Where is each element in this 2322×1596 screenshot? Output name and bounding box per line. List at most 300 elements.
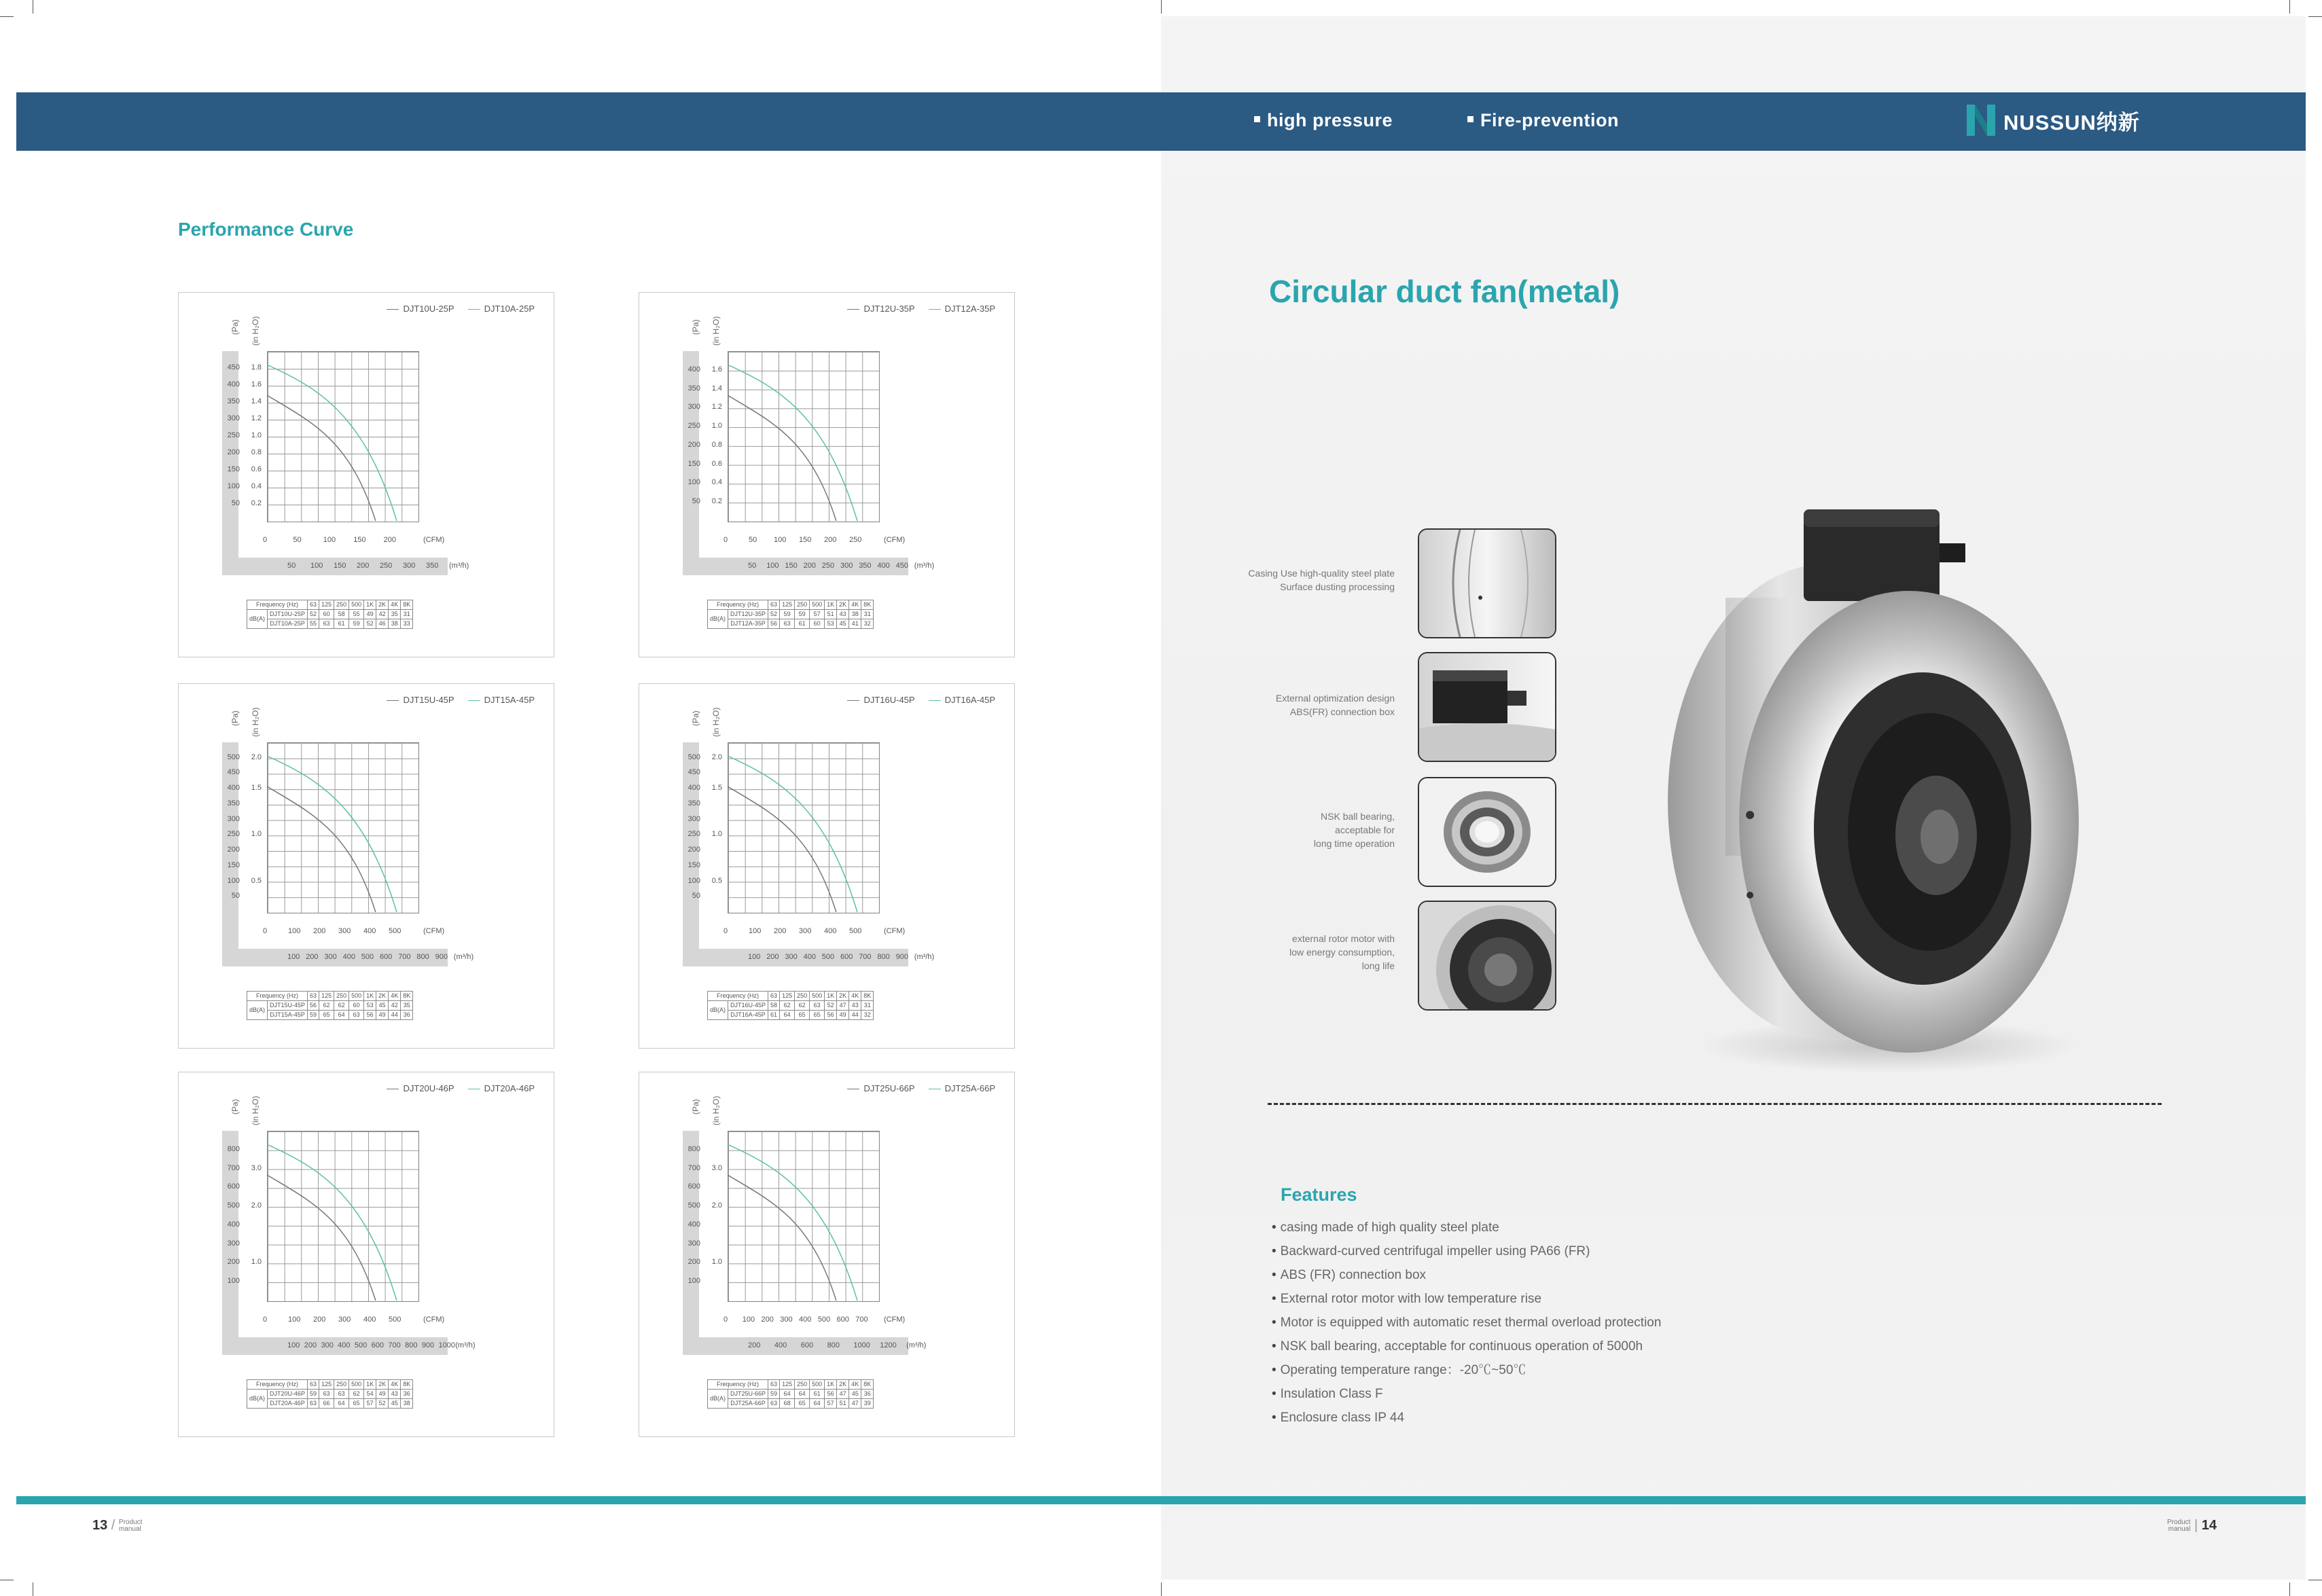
noise-row	[708, 1390, 874, 1399]
noise-cell: 59	[308, 1390, 319, 1399]
performance-curves	[728, 1131, 878, 1301]
y-tick-pa: 500	[227, 752, 240, 761]
noise-cell: 52	[825, 1001, 837, 1011]
thumb-connection-box-image	[1418, 652, 1556, 762]
noise-cell: 43	[389, 1390, 401, 1399]
noise-cell: 31	[401, 610, 413, 619]
y-tick-pa: 350	[227, 397, 240, 405]
curve-a	[728, 1144, 857, 1301]
noise-cell: 62	[319, 1001, 334, 1011]
noise-cell: 32	[861, 619, 874, 629]
y-tick-pa: 350	[687, 799, 700, 808]
x-tick-m3h: 50	[287, 562, 296, 570]
y-tick-pa: 200	[687, 1258, 700, 1267]
noise-cell: 60	[319, 610, 334, 619]
noise-header-cell: Frequency (Hz)	[247, 1380, 308, 1390]
y-unit-h2o: (in H₂O)	[711, 1095, 721, 1125]
noise-cell: 49	[364, 610, 376, 619]
legend-item-a: DJT15A-45P	[468, 695, 535, 705]
y-tick-pa: 350	[227, 799, 240, 808]
y-tick-h2o: 2.0	[251, 1201, 262, 1210]
noise-cell: 42	[389, 1001, 401, 1011]
y-tick-pa: 300	[687, 1239, 700, 1248]
performance-chart-panel	[639, 1072, 1015, 1437]
caption-casing	[1248, 566, 1395, 594]
caption-connection-box	[1276, 691, 1395, 719]
x-tick-m3h: 800	[827, 1341, 840, 1349]
y-unit-h2o: (in H₂O)	[251, 316, 260, 346]
y-tick-pa: 400	[687, 1220, 700, 1229]
y-tick-pa: 350	[687, 384, 700, 393]
x-tick-m3h: 700	[398, 953, 411, 961]
x-tick-m3h: 450	[895, 562, 908, 570]
noise-cell: 45	[849, 1390, 861, 1399]
chart-legend	[834, 304, 995, 314]
x-tick-m3h: (m³/h)	[914, 953, 935, 961]
noise-cell: 38	[849, 610, 861, 619]
noise-cell: 49	[376, 1390, 389, 1399]
x-tick-m3h: 300	[840, 562, 853, 570]
y-tick-pa: 300	[227, 814, 240, 823]
noise-cell: 51	[825, 610, 837, 619]
y-tick-h2o: 3.0	[251, 1163, 262, 1172]
noise-cell: 56	[825, 1011, 837, 1020]
y-tick-pa: 250	[227, 830, 240, 839]
crop-mark	[2308, 16, 2322, 17]
y-tick-h2o: 1.6	[711, 365, 722, 374]
noise-header-cell: 1K	[825, 1380, 837, 1390]
noise-header-cell: 250	[795, 992, 810, 1001]
noise-header-cell: 4K	[849, 600, 861, 610]
x-tick-cfm: (CFM)	[423, 1316, 445, 1324]
y-tick-pa: 600	[227, 1182, 240, 1191]
y-tick-pa: 150	[687, 459, 700, 468]
noise-cell: DJT15A-45P	[268, 1011, 308, 1020]
noise-header-row	[708, 600, 874, 610]
legend-item-a: DJT20A-46P	[468, 1083, 535, 1093]
y-unit-pa: (Pa)	[230, 1099, 240, 1114]
section-divider	[1268, 1103, 2162, 1105]
noise-cell: DJT16A-45P	[728, 1011, 768, 1020]
noise-header-cell: 4K	[389, 600, 401, 610]
x-tick-m3h: 350	[426, 562, 439, 570]
noise-header-cell: 250	[795, 1380, 810, 1390]
noise-header-cell: 250	[334, 1380, 349, 1390]
x-tick-m3h: 50	[748, 562, 757, 570]
noise-header-cell: 8K	[401, 992, 413, 1001]
y-tick-h2o: 1.0	[711, 830, 722, 839]
noise-cell: 62	[334, 1001, 349, 1011]
x-tick-cfm: 0	[263, 1316, 268, 1324]
noise-unit-cell: dB(A)	[708, 610, 728, 629]
noise-cell: 59	[795, 610, 810, 619]
legend-item-u: DJT25U-66P	[847, 1083, 914, 1093]
y-tick-pa: 300	[687, 403, 700, 412]
crop-mark	[2289, 1582, 2290, 1596]
noise-cell: 57	[364, 1399, 376, 1409]
x-tick-m3h: 100	[766, 562, 779, 570]
feature-item: • Insulation Class F	[1272, 1382, 1661, 1406]
performance-curves	[728, 351, 878, 521]
y-tick-h2o: 1.2	[711, 403, 722, 412]
x-tick-m3h: 600	[371, 1341, 384, 1349]
x-tick-cfm: 300	[799, 927, 812, 935]
thumb-bearing-image	[1418, 777, 1556, 887]
y-tick-pa: 250	[227, 431, 240, 439]
x-tick-cfm: 100	[774, 536, 787, 544]
y-tick-pa: 300	[227, 414, 240, 422]
x-tick-cfm: 500	[817, 1316, 831, 1324]
noise-header-cell: 125	[319, 992, 334, 1001]
x-tick-m3h: 400	[338, 1341, 351, 1349]
y-tick-pa: 300	[227, 1239, 240, 1248]
legend-item-a: DJT12A-35P	[929, 304, 995, 314]
feature-item: • Enclosure class IP 44	[1272, 1406, 1661, 1430]
x-tick-cfm: 200	[313, 1316, 326, 1324]
y-unit-h2o: (in H₂O)	[711, 707, 721, 737]
noise-header-cell: 8K	[401, 600, 413, 610]
y-tick-pa: 450	[227, 768, 240, 777]
x-tick-m3h: 400	[803, 953, 816, 961]
thumb-casing-image	[1418, 528, 1556, 638]
noise-row	[247, 610, 413, 619]
noise-cell: 45	[376, 1001, 389, 1011]
x-tick-cfm: (CFM)	[884, 536, 906, 544]
x-tick-m3h: 700	[859, 953, 872, 961]
x-tick-cfm: 50	[293, 536, 302, 544]
x-tick-cfm: 300	[338, 927, 351, 935]
noise-table	[707, 1379, 874, 1409]
y-tick-h2o: 0.2	[711, 497, 722, 506]
y-tick-h2o: 1.0	[251, 830, 262, 839]
x-tick-cfm: 200	[824, 536, 837, 544]
noise-cell: 31	[861, 610, 874, 619]
brand-logo	[1965, 103, 2140, 137]
y-tick-pa: 600	[687, 1182, 700, 1191]
noise-cell: 61	[810, 1390, 825, 1399]
noise-header-cell: 8K	[401, 1380, 413, 1390]
noise-cell: 52	[768, 610, 780, 619]
x-tick-m3h: 100	[748, 953, 761, 961]
noise-header-cell: 63	[768, 1380, 780, 1390]
noise-cell: 63	[349, 1011, 364, 1020]
y-tick-h2o: 0.4	[251, 482, 262, 490]
crop-mark	[2289, 0, 2290, 14]
axis-band	[222, 1131, 238, 1341]
y-tick-pa: 200	[687, 846, 700, 854]
noise-cell: 43	[837, 610, 849, 619]
x-tick-cfm: 500	[389, 927, 401, 935]
y-unit-pa: (Pa)	[691, 1099, 700, 1114]
noise-cell: 52	[364, 619, 376, 629]
x-tick-m3h: 1200	[880, 1341, 897, 1349]
noise-cell: 63	[810, 1001, 825, 1011]
performance-chart-panel	[639, 292, 1015, 657]
noise-row	[247, 619, 413, 629]
noise-cell: 60	[810, 619, 825, 629]
noise-header-cell: 63	[308, 600, 319, 610]
y-tick-h2o: 1.5	[711, 784, 722, 793]
caption-line: long time operation	[1313, 838, 1395, 849]
curve-a	[728, 365, 857, 521]
noise-cell: 57	[810, 610, 825, 619]
y-tick-h2o: 0.4	[711, 478, 722, 487]
noise-cell: 36	[401, 1011, 413, 1020]
noise-header-cell: Frequency (Hz)	[247, 992, 308, 1001]
noise-cell: 49	[837, 1011, 849, 1020]
legend-item-u: DJT10U-25P	[387, 304, 454, 314]
footer-bar	[16, 1496, 2306, 1504]
y-tick-h2o: 3.0	[711, 1163, 722, 1172]
noise-cell: 39	[861, 1399, 874, 1409]
noise-header-cell: 125	[780, 600, 795, 610]
x-tick-m3h: 1000	[438, 1341, 456, 1349]
noise-cell: 59	[349, 619, 364, 629]
axis-band	[683, 1131, 699, 1341]
noise-cell: 32	[861, 1011, 874, 1020]
features-title: Features	[1281, 1184, 1357, 1205]
x-tick-m3h: 600	[840, 953, 853, 961]
noise-cell: 59	[768, 1390, 780, 1399]
y-tick-pa: 100	[687, 876, 700, 885]
x-tick-m3h: 200	[304, 1341, 317, 1349]
noise-header-cell: Frequency (Hz)	[708, 992, 768, 1001]
noise-header-cell: 250	[334, 992, 349, 1001]
noise-header-cell: 250	[334, 600, 349, 610]
x-tick-cfm: (CFM)	[423, 927, 445, 935]
x-tick-m3h: 150	[334, 562, 346, 570]
noise-cell: 62	[349, 1390, 364, 1399]
y-unit-pa: (Pa)	[691, 319, 700, 335]
noise-cell: 36	[861, 1390, 874, 1399]
noise-cell: 56	[768, 619, 780, 629]
noise-row	[247, 1011, 413, 1020]
y-tick-h2o: 0.5	[251, 876, 262, 885]
x-tick-cfm: (CFM)	[884, 927, 906, 935]
y-tick-pa: 200	[687, 440, 700, 449]
x-tick-m3h: 700	[388, 1341, 401, 1349]
section-title: Performance Curve	[178, 219, 354, 240]
noise-header-cell: Frequency (Hz)	[708, 600, 768, 610]
noise-header-cell: 8K	[861, 992, 874, 1001]
y-tick-h2o: 1.8	[251, 363, 262, 371]
x-tick-m3h: 500	[354, 1341, 368, 1349]
x-tick-m3h: 900	[895, 953, 908, 961]
y-unit-h2o: (in H₂O)	[251, 1095, 260, 1125]
noise-cell: 63	[319, 619, 334, 629]
x-tick-m3h: 400	[342, 953, 355, 961]
y-tick-h2o: 1.4	[711, 384, 722, 393]
y-tick-h2o: 0.6	[711, 459, 722, 468]
noise-header-row	[247, 1380, 413, 1390]
performance-curves	[267, 742, 418, 912]
y-tick-h2o: 1.0	[711, 422, 722, 431]
noise-header-cell: 125	[780, 992, 795, 1001]
noise-header-cell: 63	[768, 992, 780, 1001]
x-tick-cfm: 0	[263, 536, 268, 544]
y-unit-pa: (Pa)	[691, 710, 700, 726]
x-tick-m3h: 900	[421, 1341, 435, 1349]
x-tick-cfm: 700	[855, 1316, 868, 1324]
y-tick-pa: 150	[687, 860, 700, 869]
y-tick-pa: 450	[687, 768, 700, 777]
y-tick-h2o: 0.5	[711, 876, 722, 885]
chart-legend	[834, 695, 995, 705]
x-tick-cfm: 200	[761, 1316, 774, 1324]
curve-u	[728, 395, 836, 521]
noise-cell: 51	[837, 1399, 849, 1409]
caption-line: long life	[1361, 960, 1395, 971]
noise-cell: 36	[401, 1390, 413, 1399]
brand-name: NUSSUN纳新	[2003, 110, 2140, 134]
x-tick-m3h: 800	[405, 1341, 418, 1349]
x-tick-m3h: (m³/h)	[455, 1341, 476, 1349]
noise-cell: 61	[795, 619, 810, 629]
noise-cell: DJT10A-25P	[268, 619, 308, 629]
x-tick-cfm: 50	[749, 536, 757, 544]
legend-item-u: DJT16U-45P	[847, 695, 914, 705]
y-tick-pa: 700	[687, 1163, 700, 1172]
feature-item: • External rotor motor with low temperature rise	[1272, 1287, 1661, 1311]
x-tick-m3h: (m³/h)	[449, 562, 469, 570]
chart-legend	[373, 304, 535, 314]
x-tick-cfm: 100	[749, 927, 762, 935]
noise-header-cell: 4K	[389, 1380, 401, 1390]
x-tick-m3h: 800	[416, 953, 429, 961]
noise-cell: 59	[308, 1011, 319, 1020]
x-tick-cfm: 100	[288, 1316, 301, 1324]
performance-chart-panel	[178, 292, 554, 657]
noise-cell: 56	[825, 1390, 837, 1399]
noise-header-cell: 500	[810, 992, 825, 1001]
noise-cell: 65	[319, 1011, 334, 1020]
x-tick-m3h: 300	[321, 1341, 334, 1349]
y-tick-h2o: 2.0	[711, 1201, 722, 1210]
noise-cell: 64	[780, 1390, 795, 1399]
y-tick-h2o: 1.0	[251, 1258, 262, 1267]
feature-item: • Motor is equipped with automatic reset thermal overload protection	[1272, 1311, 1661, 1335]
y-tick-pa: 400	[687, 784, 700, 793]
y-tick-pa: 400	[227, 380, 240, 388]
noise-header-row	[247, 992, 413, 1001]
y-tick-pa: 500	[227, 1201, 240, 1210]
noise-header-row	[708, 1380, 874, 1390]
y-tick-pa: 200	[227, 448, 240, 456]
noise-cell: 56	[364, 1011, 376, 1020]
y-tick-pa: 300	[687, 814, 700, 823]
y-tick-pa: 200	[227, 1258, 240, 1267]
x-tick-m3h: 500	[361, 953, 374, 961]
noise-cell: DJT10U-25P	[268, 610, 308, 619]
caption-line: Surface dusting processing	[1280, 581, 1395, 592]
x-tick-m3h: 150	[785, 562, 798, 570]
noise-cell: 45	[389, 1399, 401, 1409]
noise-cell: 63	[308, 1399, 319, 1409]
noise-cell: 64	[795, 1390, 810, 1399]
noise-header-cell: 500	[810, 600, 825, 610]
y-tick-pa: 400	[687, 365, 700, 374]
x-tick-cfm: (CFM)	[884, 1316, 906, 1324]
noise-header-cell: 2K	[837, 992, 849, 1001]
noise-cell: 42	[376, 610, 389, 619]
x-tick-cfm: 250	[849, 536, 862, 544]
noise-cell: 62	[795, 1001, 810, 1011]
noise-header-cell: 63	[768, 600, 780, 610]
y-tick-h2o: 1.4	[251, 397, 262, 405]
performance-chart-panel	[178, 1072, 554, 1437]
noise-cell: DJT25A-66P	[728, 1399, 768, 1409]
noise-cell: DJT20A-46P	[268, 1399, 308, 1409]
features-list	[1272, 1216, 1661, 1430]
noise-cell: 60	[349, 1001, 364, 1011]
brand-n-icon	[1965, 103, 1997, 137]
x-tick-cfm: (CFM)	[423, 536, 445, 544]
noise-cell: DJT12U-35P	[728, 610, 768, 619]
noise-row	[708, 1001, 874, 1011]
noise-cell: 68	[780, 1399, 795, 1409]
curve-a	[267, 756, 397, 912]
noise-header-cell: 63	[308, 992, 319, 1001]
x-tick-m3h: 300	[785, 953, 798, 961]
noise-header-row	[708, 992, 874, 1001]
product-title: Circular duct fan(metal)	[1269, 274, 1620, 309]
curve-u	[267, 786, 376, 912]
y-tick-pa: 500	[687, 1201, 700, 1210]
noise-cell: 49	[376, 1011, 389, 1020]
feature-item: • Operating temperature range：-20℃~50℃	[1272, 1358, 1661, 1382]
y-tick-pa: 100	[227, 876, 240, 885]
noise-header-cell: 500	[349, 600, 364, 610]
y-tick-pa: 150	[227, 465, 240, 473]
noise-cell: 64	[334, 1399, 349, 1409]
y-tick-pa: 450	[227, 363, 240, 371]
y-tick-h2o: 1.0	[251, 431, 262, 439]
crop-mark	[1161, 0, 1162, 14]
y-tick-h2o: 1.6	[251, 380, 262, 388]
x-tick-cfm: 200	[313, 927, 326, 935]
noise-cell: 59	[780, 610, 795, 619]
y-tick-h2o: 2.0	[251, 752, 262, 761]
x-tick-cfm: 400	[363, 927, 376, 935]
crop-mark	[1161, 1582, 1162, 1596]
noise-cell: 65	[795, 1399, 810, 1409]
noise-cell: 54	[364, 1390, 376, 1399]
x-tick-m3h: 400	[774, 1341, 787, 1349]
y-tick-pa: 50	[692, 497, 700, 506]
caption-bearing	[1314, 810, 1395, 850]
y-tick-h2o: 0.6	[251, 465, 262, 473]
noise-table	[247, 1379, 413, 1409]
noise-cell: 47	[837, 1390, 849, 1399]
noise-cell: DJT25U-66P	[728, 1390, 768, 1399]
noise-header-cell: 125	[319, 1380, 334, 1390]
y-tick-pa: 800	[687, 1144, 700, 1153]
x-tick-m3h: 300	[324, 953, 337, 961]
caption-line: External optimization design	[1275, 693, 1395, 704]
noise-cell: 45	[837, 619, 849, 629]
noise-unit-cell: dB(A)	[708, 1001, 728, 1020]
noise-cell: 57	[825, 1399, 837, 1409]
noise-cell: 56	[308, 1001, 319, 1011]
noise-cell: 44	[389, 1011, 401, 1020]
x-tick-cfm: 400	[824, 927, 837, 935]
noise-cell: 63	[780, 619, 795, 629]
curve-a	[267, 365, 397, 521]
noise-header-cell: 2K	[376, 992, 389, 1001]
x-tick-cfm: 400	[799, 1316, 812, 1324]
x-tick-m3h: 200	[306, 953, 319, 961]
noise-header-cell: 500	[349, 1380, 364, 1390]
